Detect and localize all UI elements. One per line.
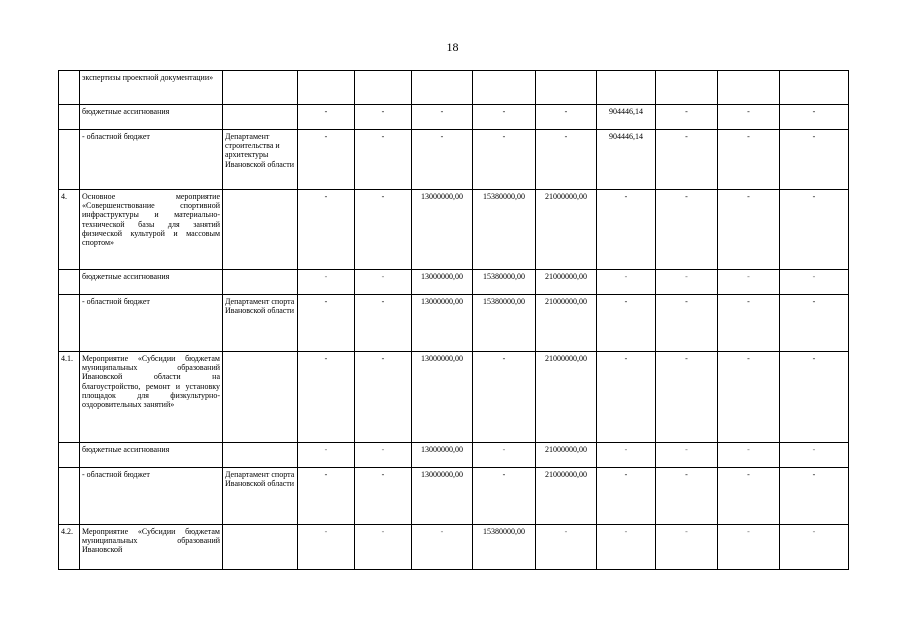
year-value-cell: -	[412, 525, 473, 570]
year-value-cell: -	[718, 190, 780, 270]
year-value-cell: 21000000,00	[536, 190, 597, 270]
year-value-cell: -	[355, 130, 412, 190]
row-executor: Департамент спорта Ивановской области	[223, 468, 298, 525]
year-value-cell: -	[597, 525, 656, 570]
year-value-cell: -	[718, 105, 780, 130]
year-value-cell	[656, 71, 718, 105]
year-value-cell: -	[718, 270, 780, 295]
row-expertise-continued	[59, 71, 849, 105]
row-number	[59, 130, 80, 190]
year-value-cell: -	[355, 105, 412, 130]
row-number	[59, 443, 80, 468]
year-value-cell: 15380000,00	[473, 190, 536, 270]
row-budget-allocations-2	[59, 270, 849, 295]
year-value-cell: -	[597, 270, 656, 295]
year-value-cell: -	[597, 443, 656, 468]
row-executor	[223, 443, 298, 468]
year-value-cell: 21000000,00	[536, 295, 597, 352]
year-value-cell: -	[473, 130, 536, 190]
year-value-cell: -	[355, 352, 412, 443]
year-value-cell: 13000000,00	[412, 295, 473, 352]
year-value-cell: -	[473, 468, 536, 525]
year-value-cell: -	[656, 130, 718, 190]
year-value-cell: 904446,14	[597, 130, 656, 190]
year-value-cell: -	[355, 443, 412, 468]
year-value-cell: -	[780, 352, 849, 443]
year-value-cell: -	[780, 295, 849, 352]
year-value-cell: -	[656, 190, 718, 270]
year-value-cell	[718, 71, 780, 105]
row-regional-budget-2	[59, 295, 849, 352]
year-value-cell	[536, 71, 597, 105]
row-executor	[223, 270, 298, 295]
row-number	[59, 270, 80, 295]
year-value-cell: -	[718, 352, 780, 443]
year-value-cell	[597, 71, 656, 105]
row-activity-4-2	[59, 525, 849, 570]
year-value-cell: -	[536, 130, 597, 190]
row-number: 4.1.	[59, 352, 80, 443]
year-value-cell: -	[780, 468, 849, 525]
row-executor	[223, 105, 298, 130]
year-value-cell: -	[656, 295, 718, 352]
year-value-cell: -	[536, 105, 597, 130]
year-value-cell: 21000000,00	[536, 270, 597, 295]
year-value-cell: -	[298, 468, 355, 525]
year-value-cell: 904446,14	[597, 105, 656, 130]
year-value-cell: -	[718, 130, 780, 190]
row-budget-allocations-1	[59, 105, 849, 130]
page-number: 18	[446, 40, 459, 54]
row-name: - областной бюджет	[80, 130, 223, 190]
budget-table	[58, 70, 849, 570]
year-value-cell: -	[412, 130, 473, 190]
year-value-cell: -	[355, 270, 412, 295]
year-value-cell: -	[656, 352, 718, 443]
year-value-cell: -	[780, 270, 849, 295]
row-executor	[223, 525, 298, 570]
year-value-cell: -	[298, 443, 355, 468]
row-regional-budget-3	[59, 468, 849, 525]
year-value-cell: -	[656, 105, 718, 130]
row-name: бюджетные ассигнования	[80, 443, 223, 468]
year-value-cell: -	[597, 295, 656, 352]
year-value-cell	[298, 71, 355, 105]
year-value-cell: -	[298, 295, 355, 352]
year-value-cell: 13000000,00	[412, 468, 473, 525]
year-value-cell: -	[656, 468, 718, 525]
year-value-cell: -	[718, 443, 780, 468]
year-value-cell: 21000000,00	[536, 443, 597, 468]
year-value-cell: 13000000,00	[412, 443, 473, 468]
year-value-cell: -	[473, 105, 536, 130]
year-value-cell: -	[355, 525, 412, 570]
year-value-cell: 15380000,00	[473, 295, 536, 352]
row-regional-budget-1	[59, 130, 849, 190]
row-main-activity-4	[59, 190, 849, 270]
row-activity-4-1	[59, 352, 849, 443]
year-value-cell: -	[412, 105, 473, 130]
row-name: - областной бюджет	[80, 468, 223, 525]
year-value-cell	[412, 71, 473, 105]
year-value-cell: -	[780, 130, 849, 190]
year-value-cell: -	[718, 525, 780, 570]
row-executor: Департамент строительства и архитектуры Ивановской области	[223, 130, 298, 190]
year-value-cell: -	[536, 525, 597, 570]
year-value-cell: 13000000,00	[412, 352, 473, 443]
year-value-cell: -	[298, 270, 355, 295]
year-value-cell: -	[355, 190, 412, 270]
year-value-cell: -	[656, 525, 718, 570]
year-value-cell: -	[355, 468, 412, 525]
year-value-cell: 21000000,00	[536, 468, 597, 525]
year-value-cell: -	[298, 525, 355, 570]
year-value-cell: -	[780, 105, 849, 130]
row-executor	[223, 352, 298, 443]
year-value-cell: -	[597, 190, 656, 270]
year-value-cell: -	[718, 468, 780, 525]
row-name: Мероприятие «Субсидии бюджетам муниципальных образований Ивановской	[80, 525, 223, 570]
year-value-cell: -	[473, 352, 536, 443]
row-number	[59, 105, 80, 130]
year-value-cell: -	[473, 443, 536, 468]
year-value-cell: -	[298, 105, 355, 130]
row-number: 4.2.	[59, 525, 80, 570]
year-value-cell: 15380000,00	[473, 270, 536, 295]
year-value-cell: -	[298, 190, 355, 270]
year-value-cell	[780, 71, 849, 105]
year-value-cell: -	[298, 352, 355, 443]
row-name: Мероприятие «Субсидии бюджетам муниципальных образований Ивановской области на благоустройство, ремонт и установку площадок для физкультурно-оздоровительных занятий»	[80, 352, 223, 443]
row-budget-allocations-3	[59, 443, 849, 468]
year-value-cell: 13000000,00	[412, 270, 473, 295]
year-value-cell: -	[718, 295, 780, 352]
year-value-cell: -	[298, 130, 355, 190]
row-executor	[223, 190, 298, 270]
row-number: 4.	[59, 190, 80, 270]
row-number	[59, 295, 80, 352]
row-name: бюджетные ассигнования	[80, 270, 223, 295]
row-name: Основное мероприятие «Совершенствование спортивной инфраструктуры и материально-технической базы для занятий физической культурой и массовым спортом»	[80, 190, 223, 270]
row-name: бюджетные ассигнования	[80, 105, 223, 130]
row-executor: Департамент спорта Ивановской области	[223, 295, 298, 352]
year-value-cell: 21000000,00	[536, 352, 597, 443]
row-number	[59, 71, 80, 105]
year-value-cell: -	[780, 525, 849, 570]
row-name: - областной бюджет	[80, 295, 223, 352]
year-value-cell: -	[656, 270, 718, 295]
row-name: экспертизы проектной документации»	[80, 71, 223, 105]
year-value-cell: 15380000,00	[473, 525, 536, 570]
year-value-cell: -	[656, 443, 718, 468]
row-executor	[223, 71, 298, 105]
year-value-cell: -	[780, 443, 849, 468]
year-value-cell	[473, 71, 536, 105]
year-value-cell	[355, 71, 412, 105]
year-value-cell: -	[355, 295, 412, 352]
year-value-cell: -	[597, 352, 656, 443]
year-value-cell: -	[597, 468, 656, 525]
year-value-cell: -	[780, 190, 849, 270]
year-value-cell: 13000000,00	[412, 190, 473, 270]
row-number	[59, 468, 80, 525]
